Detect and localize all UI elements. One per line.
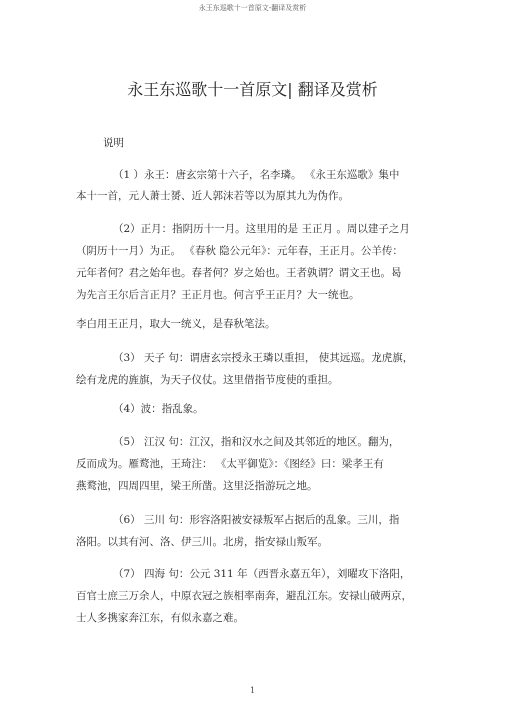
paragraph-line: 洛阳。以其有河、洛、伊三川。北虏，指安禄山叛军。	[76, 536, 328, 548]
paragraph-line: 元年者何？君之始年也。春者何？岁之始也。王者孰谓？谓文王也。曷	[76, 267, 402, 279]
paragraph-line: 绘有龙虎的旌旗，为天子仪仗。这里借指节度使的重担。	[76, 374, 339, 386]
paragraph-line: （7） 四海 句：公元 311 年（西晋永嘉五年），刘曜攻下洛阳，	[113, 568, 411, 580]
paragraph-line: 反而成为。雁鹜池，王琦注： 《太平御览》：《图经》曰：梁孝王有	[76, 458, 384, 470]
paragraph-line: 为先言王尔后言正月？王正月也。何言乎王正月？大一统也。	[76, 289, 360, 301]
paragraph-line: （2）正月：指阴历十一月。这里用的是 王正月 。周以建子之月	[113, 223, 410, 235]
section-heading: 说明	[103, 137, 124, 149]
page-title: 永王东巡歌十一首原文| 翻译及赏析	[127, 80, 378, 99]
paragraph-line: （5） 江汉 句：江汉，指和汉水之间及其邻近的地区。翻为，	[113, 436, 400, 448]
paragraph-line: 本十一首，元人萧士赟、近人郭沫若等以为原其九为伪作。	[76, 190, 349, 202]
paragraph-line: 燕鹜池，四周四里，梁王所凿。这里泛指游玩之地。	[76, 480, 318, 492]
paragraph-line: （3） 天子 句：谓唐玄宗授永王璘以重担， 使其远巡。龙虎旗，	[113, 352, 414, 364]
paragraph-line: 士人多携家奔江东，有似永嘉之难。	[76, 612, 244, 624]
running-header: 永王东巡歌十一首原文-翻译及赏析	[198, 4, 307, 12]
paragraph-line: 李白用王正月，取大一统义，是春秋笔法。	[76, 318, 276, 330]
paragraph-line: （1 ）永王：唐玄宗第十六子，名李璘。 《永王东巡歌》集中	[113, 169, 400, 181]
paragraph-line: （阴历十一月）为正。 《春秋 隐公元年》：元年春，王正月。公羊传：	[76, 245, 403, 257]
paragraph-line: （6） 三川 句：形容洛阳被安禄叛军占据后的乱象。三川，指	[113, 514, 400, 526]
paragraph-line: 百官士庶三万余人，中原衣冠之族相率南奔，避乱江东。安禄山破两京，	[76, 590, 412, 602]
page-number: 1	[249, 686, 256, 695]
paragraph-line: （4）波：指乱象。	[113, 403, 204, 415]
